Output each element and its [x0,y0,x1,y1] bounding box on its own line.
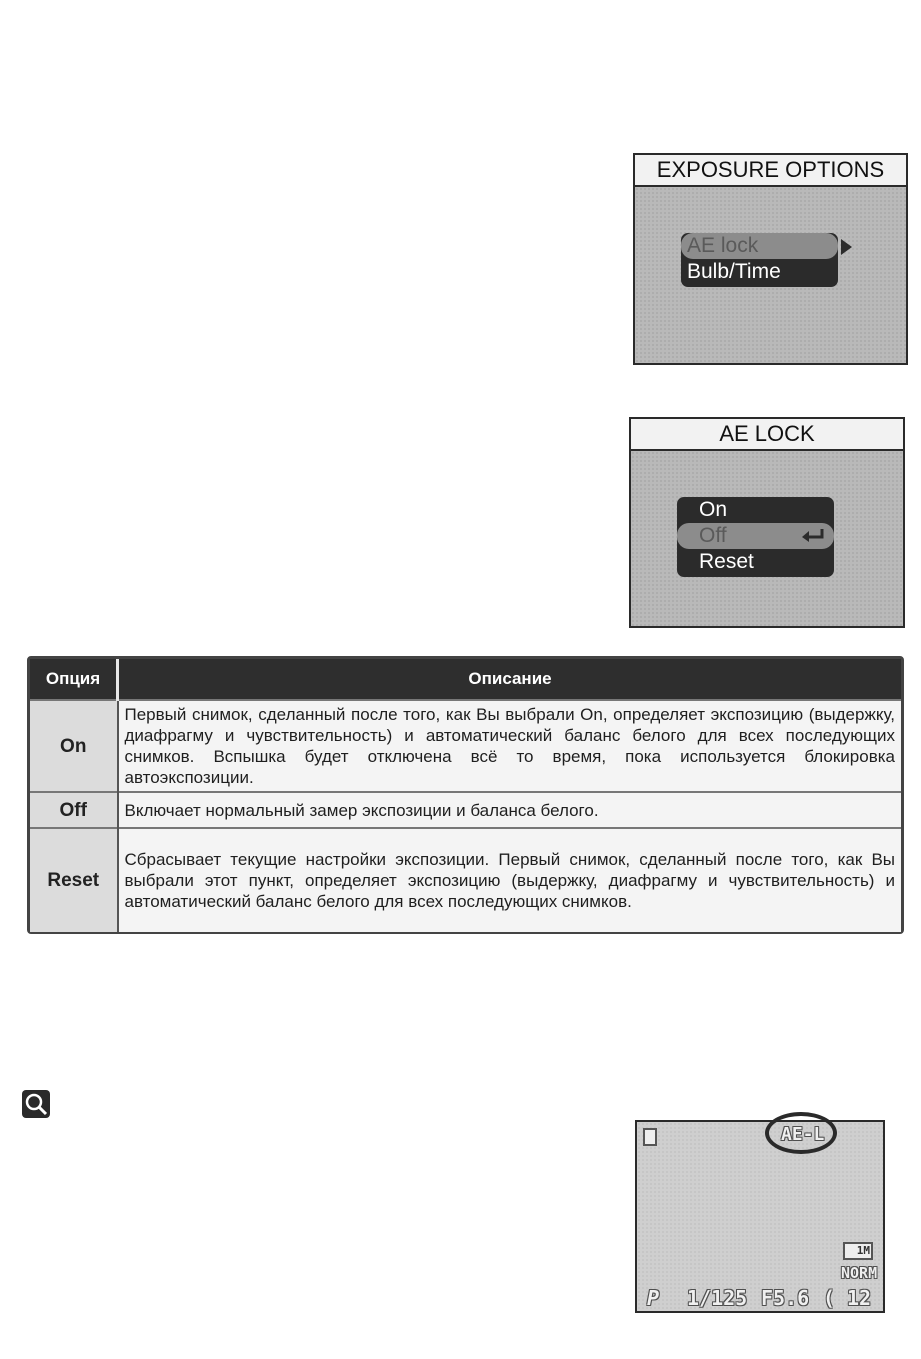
menu-item-ae-lock[interactable] [681,233,838,259]
table-row [30,828,901,932]
screen-title: AE LOCK [631,419,903,451]
menu-item-label: Reset [699,550,754,573]
table-row [30,792,901,828]
exposure-mode-indicator: P [647,1286,660,1310]
description-cell: Сбрасывает текущие настройки экспозиции. Первый снимок, сделанный после того, как Вы выбрали этот пункт, определяет экспозицию (выдержку, диафрагму и чувствительность) и автоматический баланс белого для всех последующих снимков. [118,828,902,932]
header-option: Опция [30,659,118,700]
enter-return-icon [800,528,826,542]
submenu-arrow-icon [841,239,852,255]
frames-remaining-indicator: 12 [847,1286,872,1310]
header-description: Описание [118,659,902,700]
exposure-options-screen [633,153,908,365]
option-cell: Reset [30,828,118,932]
frames-remaining-bracket: ( [823,1286,836,1310]
description-cell: Включает нормальный замер экспозиции и баланса белого. [118,792,902,828]
menu-item-on[interactable] [677,497,834,523]
menu-item-bulb-time[interactable] [681,259,838,285]
ae-lock-screen [629,417,905,628]
magnifier-note-icon [22,1090,50,1118]
image-size-label: 1M [856,1244,870,1257]
monitor-display [635,1120,885,1313]
menu-item-label: Bulb/Time [687,260,781,283]
option-cell: On [30,700,118,792]
ae-lock-indicator: AE-L [781,1124,825,1145]
option-cell: Off [30,792,118,828]
menu-item-label: AE lock [687,234,759,257]
image-size-icon [843,1242,873,1260]
aperture-indicator: F5.6 [761,1286,810,1310]
menu-item-off[interactable] [677,523,834,549]
image-quality-indicator: NORM [841,1264,878,1282]
screen-title: EXPOSURE OPTIONS [635,155,906,187]
description-cell: Первый снимок, сделанный после того, как Вы выбрали On, определяет экспозицию (выдержку, диафрагму и чувствительность) и автоматический баланс белого для всех последующих снимков. Вспышка будет отключена всё то время, пока используется блокировка автоэкспозиции. [118,700,902,792]
options-table [27,656,904,934]
menu-item-reset[interactable] [677,549,834,575]
exposure-options-menu [681,233,838,287]
shutter-speed-indicator: 1/125 [687,1286,748,1310]
card-icon [643,1128,657,1146]
menu-item-label: Off [699,524,727,547]
table-row [30,700,901,792]
menu-item-label: On [699,498,728,521]
ae-lock-menu [677,497,834,577]
